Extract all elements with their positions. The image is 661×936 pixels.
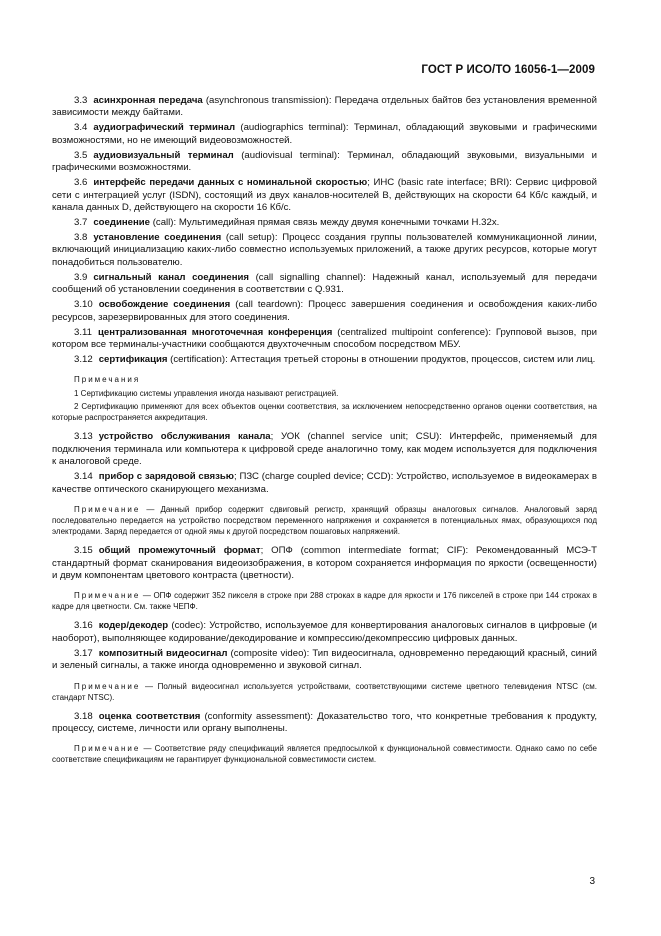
definition-3-6 bbox=[52, 177, 597, 214]
note-3-17 bbox=[52, 681, 597, 703]
definition-term: асинхронная передача bbox=[93, 95, 203, 106]
definition-text: ; ИНС (basic rate interface; BRI): Сервис цифровой сети с интеграцией услуг (ISDN), состоящий из двух каналов-носителей B, действующих на скорости 64 Кб/с каждый, и канала данных D, действующего на скорости 16 Кб/с. bbox=[52, 177, 597, 214]
note-3-15 bbox=[52, 590, 597, 612]
definition-number: 3.6 bbox=[74, 177, 88, 189]
note-text: — Соответствие ряду спецификаций является предпосылкой к функциональной совместимости. Однако само по себе соответствие спецификациям не гарантирует функциональной совместимости систем. bbox=[52, 744, 597, 765]
definition-term: композитный видеосигнал bbox=[98, 647, 228, 659]
definition-3-13 bbox=[52, 431, 597, 468]
note-label: Примечание bbox=[74, 591, 141, 601]
definition-3-12 bbox=[52, 354, 597, 366]
definition-number: 3.11 bbox=[74, 326, 92, 338]
definition-term: оценка соответствия bbox=[98, 710, 201, 722]
definition-number: 3.17 bbox=[74, 647, 93, 659]
definition-text: (codec): Устройство, используемое для конвертирования аналоговых сигналов в цифровые (и наоборот), выполняющее кодирование/декодирование и компрессию/декомпрессию цифровых данных. bbox=[52, 620, 597, 644]
definition-3-9 bbox=[52, 272, 597, 297]
definition-text: ; УОК (channel service unit; CSU): Интерфейс, применяемый для подключения терминала или компьютера к цифровой среде аналогично тому, как модем используется для подключения к аналоговой среде. bbox=[52, 431, 597, 468]
definitions-3-16-to-3-17 bbox=[52, 620, 597, 672]
definition-text: (call setup): Процесс создания группы пользователей коммуникационной линии, включающий инициализацию каких-либо совместно используемых приложений, а также других ресурсов, которые могут понадобиться пользователю. bbox=[52, 232, 597, 268]
definition-number: 3.5 bbox=[74, 149, 88, 161]
definition-term: установление соединения bbox=[93, 232, 222, 244]
definition-text: (asynchronous transmission): Передача отдельных байтов без установления временной зависимости между байтами. bbox=[52, 95, 597, 119]
note-label: Примечание bbox=[74, 681, 141, 691]
definition-term: общий промежуточный формат bbox=[98, 545, 261, 557]
definition-text: (audiographics terminal): Терминал, обладающий звуковыми и графическими возможностями, но не имеющий видеовозможностей. bbox=[52, 122, 597, 146]
definition-text: ; ПЗС (charge coupled device; CCD): Устройство, используемое в видеокамерах в качестве оптического сканирующего механизма. bbox=[52, 471, 597, 495]
definition-number: 3.16 bbox=[74, 620, 93, 632]
note-item-1: 1 Сертификацию системы управления иногда называют регистрацией. bbox=[74, 389, 339, 399]
definition-3-7 bbox=[52, 217, 597, 229]
definition-3-18 bbox=[52, 711, 597, 736]
note-3-14 bbox=[52, 504, 597, 537]
definition-number: 3.7 bbox=[74, 217, 88, 229]
definition-text: (certification): Аттестация третьей стороны в отношении продуктов, процессов, систем или лиц. bbox=[167, 354, 596, 366]
definition-3-3 bbox=[52, 95, 597, 120]
definition-number: 3.4 bbox=[74, 122, 88, 134]
note-3-18 bbox=[52, 743, 597, 765]
note-label: Примечание bbox=[74, 505, 141, 515]
definition-term: освобождение соединения bbox=[98, 299, 231, 311]
definition-term: интерфейс передачи данных с номинальной скоростью bbox=[93, 177, 368, 189]
notes-list-3-12 bbox=[52, 388, 597, 423]
definition-term: кодер/декодер bbox=[98, 620, 169, 632]
definition-text: ; ОПФ (common intermediate format; CIF): Рекомендованный МСЭ-Т стандартный формат сканирования видеоизображения, в котором сохраняется информация по яркости (освещенности) и двум компонентам цветового контраста (цветности). bbox=[52, 545, 597, 581]
document-header: ГОСТ Р ИСО/ТО 16056-1—2009 bbox=[421, 64, 595, 76]
definition-3-8 bbox=[52, 232, 597, 269]
definition-3-14 bbox=[52, 471, 597, 496]
note-label: Примечание bbox=[74, 744, 141, 754]
definition-term: аудиовизуальный терминал bbox=[93, 149, 234, 161]
definition-term: аудиографический терминал bbox=[93, 122, 236, 134]
definition-3-16 bbox=[52, 620, 597, 645]
definition-3-17 bbox=[52, 648, 597, 673]
document-body bbox=[52, 95, 597, 768]
definition-text: (conformity assessment): Доказательство того, что конкретные требования к продукту, процессу, системе, личности или органу выполнены. bbox=[52, 710, 597, 734]
definition-term: сигнальный канал соединения bbox=[93, 271, 250, 283]
definition-text: (audiovisual terminal): Терминал, обладающий звуковыми, визуальными и графическими возможностями. bbox=[52, 149, 597, 174]
notes-title: Примечания bbox=[74, 375, 141, 385]
definition-3-11 bbox=[52, 327, 597, 352]
definition-3-15 bbox=[52, 545, 597, 582]
definition-number: 3.13 bbox=[74, 431, 93, 443]
definitions-3-13-to-3-14 bbox=[52, 431, 597, 496]
definition-text: (call): Мультимедийная прямая связь между двумя конечными точками H.32x. bbox=[150, 217, 500, 229]
definition-number: 3.3 bbox=[74, 95, 88, 106]
note-text: — Полный видеосигнал используется устройствами, соответствующими системе цветного телевидения NTSC (см. стандарт NTSC). bbox=[52, 681, 597, 702]
page-number: 3 bbox=[589, 876, 595, 887]
note-text: — ОПФ содержит 352 пикселя в строке при 288 строках в кадре для яркости и 176 пикселей в строке при 144 строках в кадре для цветности. См. также ЧЕПФ. bbox=[52, 591, 597, 612]
definition-text: (call teardown): Процесс завершения соединения и освобождения каких-либо ресурсов, зарезервированных для этого соединения. bbox=[52, 299, 597, 323]
definition-text: (call signalling channel): Надежный канал, используемый для передачи сообщений об установлении соединения в соответствии с Q.931. bbox=[52, 271, 597, 296]
definition-term: соединение bbox=[93, 217, 151, 229]
definition-text: (centralized multipoint conference): Групповой вызов, при котором все терминалы-участники сообщаются двухточечным способом посредством МБУ. bbox=[52, 326, 597, 351]
definition-number: 3.18 bbox=[74, 710, 93, 722]
note-text: — Данный прибор содержит сдвиговый регистр, хранящий образцы аналоговых сигналов. Аналоговый заряд последовательно передается на устройство посредством переменного напряжения и сохраняется в потенциальных ямах, образующихся под электродами. Заряд передается от одной ямы к другой посредством пошаговых напряжений. bbox=[52, 505, 597, 537]
definition-number: 3.14 bbox=[74, 471, 93, 483]
definition-number: 3.10 bbox=[74, 299, 93, 311]
definition-number: 3.8 bbox=[74, 232, 88, 244]
definitions-3-3-to-3-12 bbox=[52, 95, 597, 366]
definition-term: прибор с зарядовой связью bbox=[98, 471, 234, 483]
definition-3-5 bbox=[52, 150, 597, 175]
definition-3-10 bbox=[52, 299, 597, 324]
definition-term: сертификация bbox=[98, 354, 168, 366]
definition-term: устройство обслуживания канала bbox=[98, 431, 271, 443]
definition-3-4 bbox=[52, 122, 597, 147]
definition-term: централизованная многоточечная конференция bbox=[97, 326, 333, 338]
note-item-2: 2 Сертификацию применяют для всех объектов оценки соответствия, за исключением непосредственно органов оценки соответствия, на которые распространяется аккредитация. bbox=[52, 402, 597, 423]
definition-text: (composite video): Тип видеосигнала, одновременно передающий красный, синий и зеленый сигналы, а также иногда одновременно и звуковой сигнал. bbox=[52, 647, 598, 672]
definition-number: 3.9 bbox=[74, 271, 88, 283]
definition-number: 3.12 bbox=[74, 354, 93, 366]
definition-number: 3.15 bbox=[74, 545, 93, 557]
